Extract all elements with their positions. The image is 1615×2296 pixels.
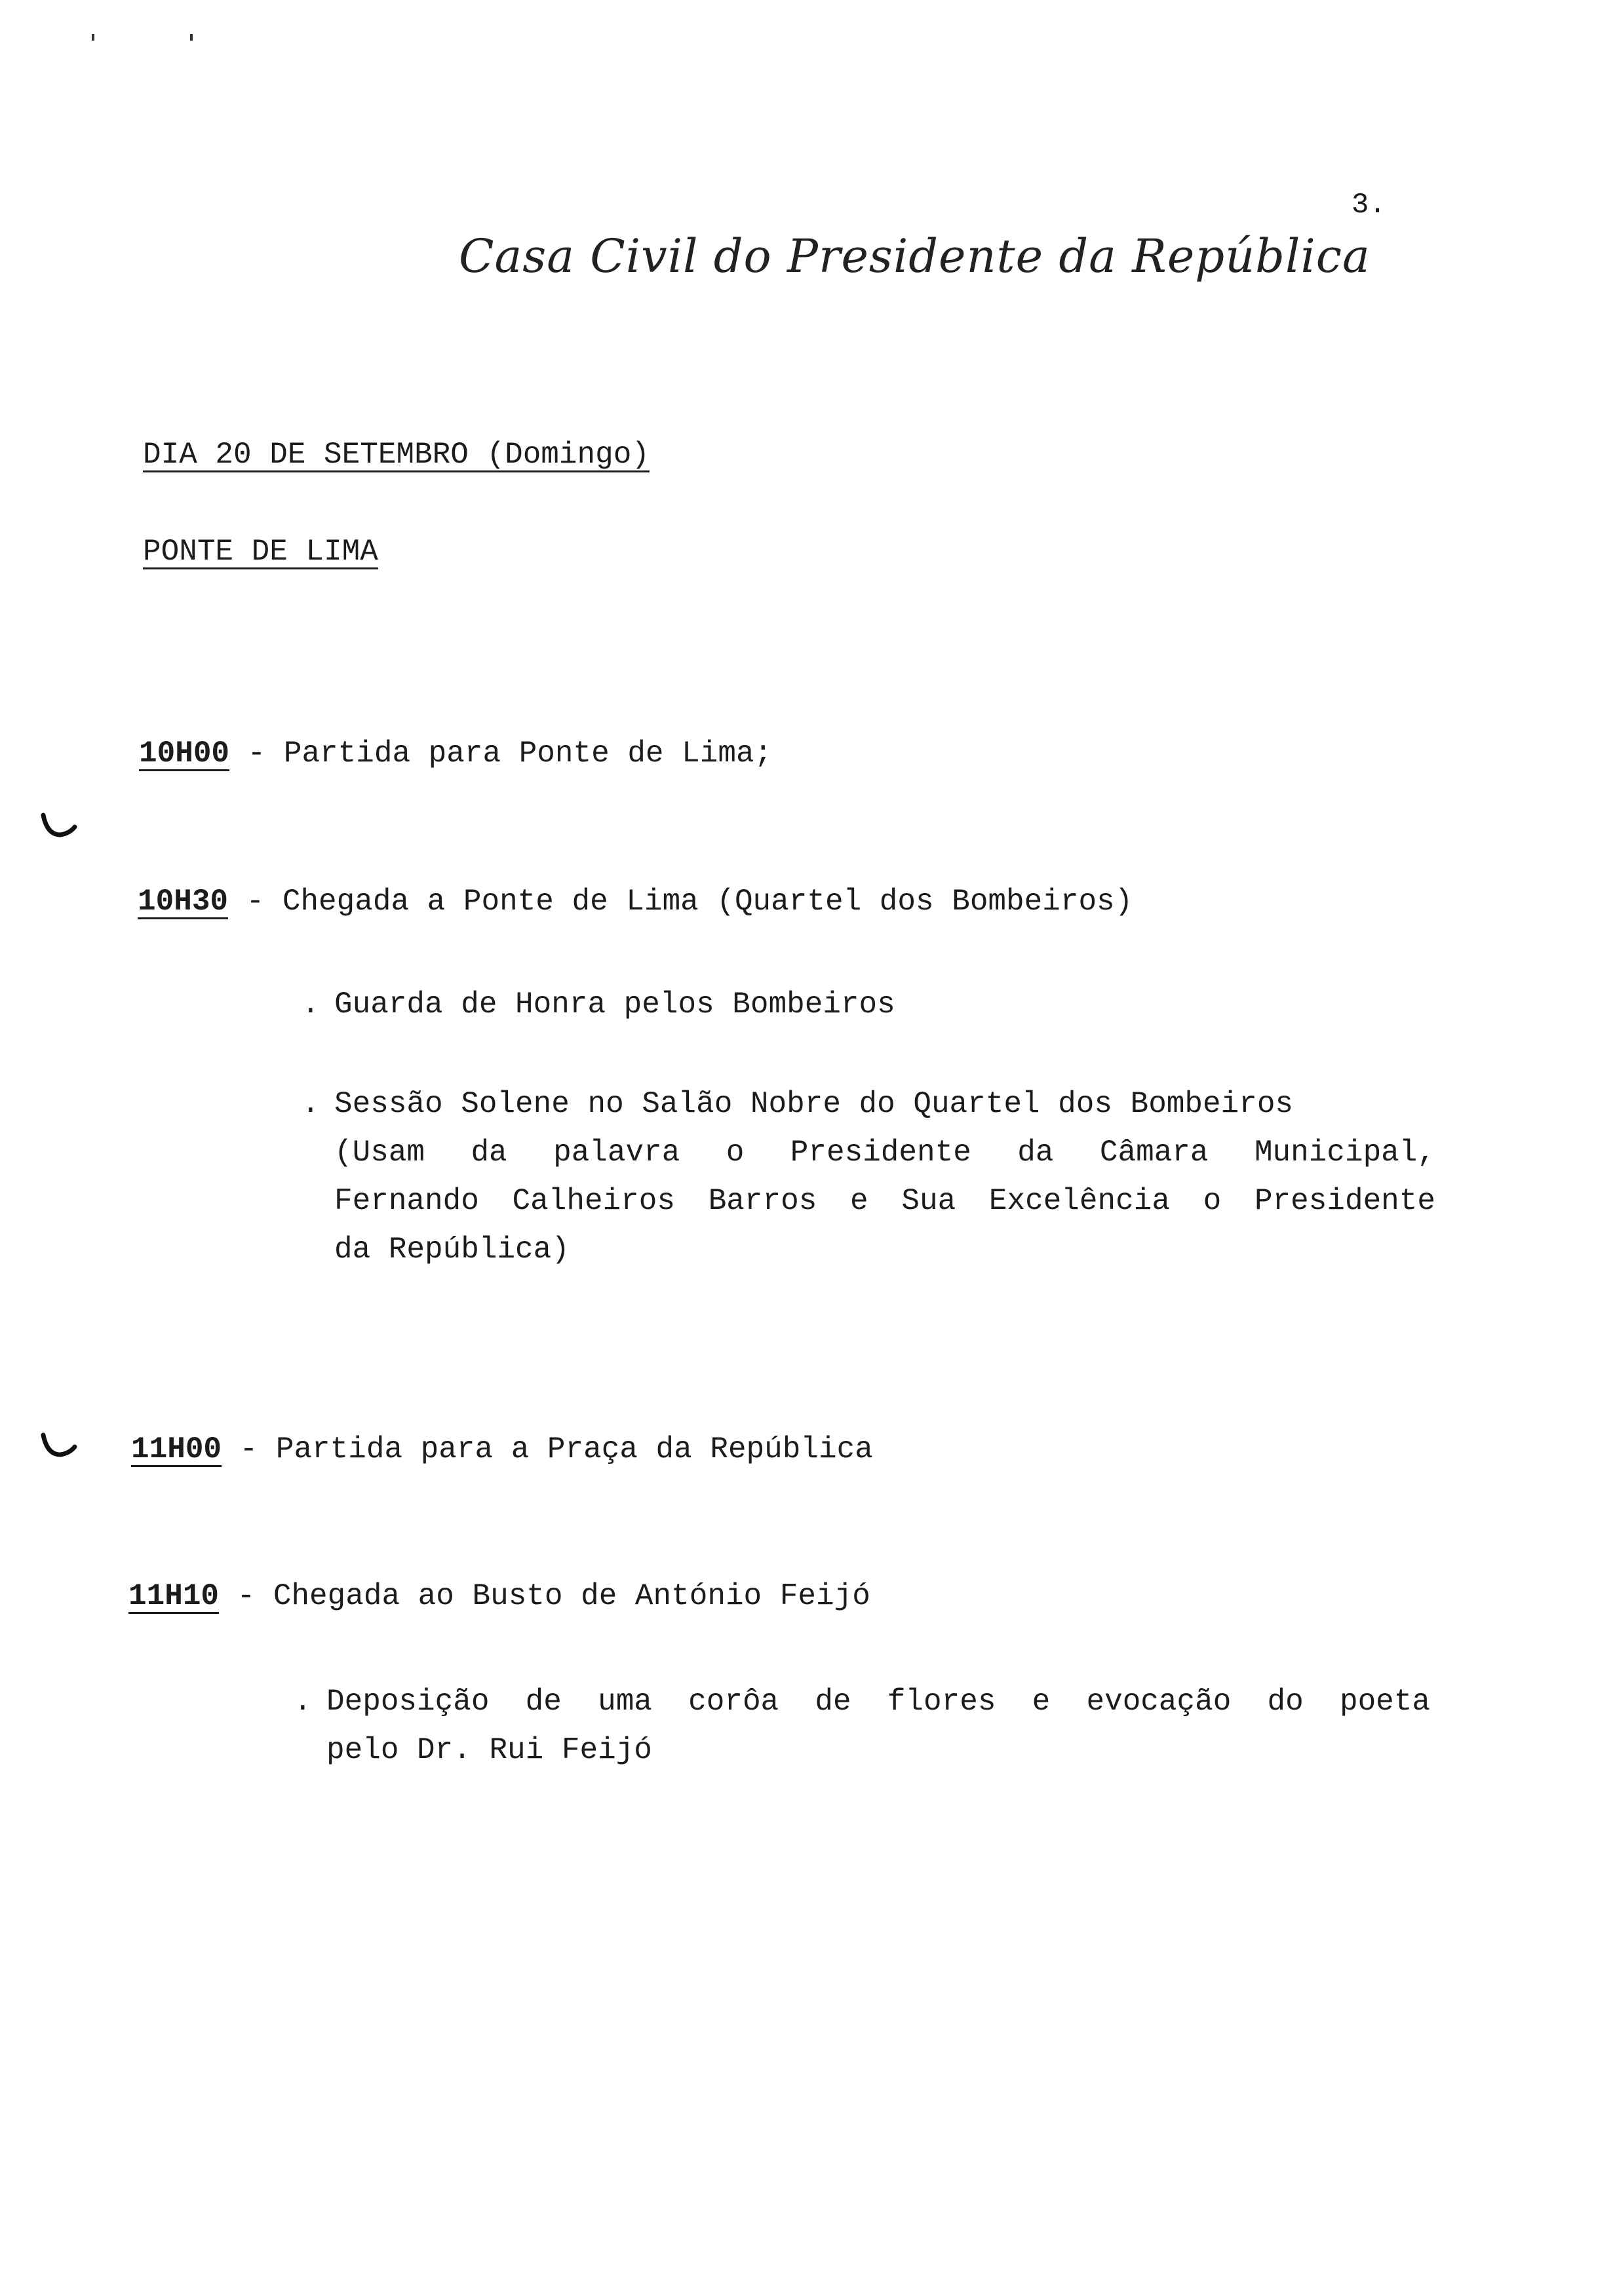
- scan-speck: [92, 34, 94, 41]
- schedule-entry: [131, 1432, 873, 1466]
- place-heading: PONTE DE LIMA: [143, 535, 378, 569]
- page-number: 3.: [1352, 189, 1386, 221]
- scan-speck: [190, 34, 193, 41]
- entry-time: 11H00: [131, 1432, 222, 1466]
- bullet-line: (Usam da palavra o Presidente da Câmara Municipal,: [334, 1136, 1435, 1170]
- entry-text: - Partida para Ponte de Lima;: [229, 737, 773, 771]
- letterhead: Casa Civil do Presidente da República: [459, 229, 1371, 283]
- bullet-item: [294, 1677, 1430, 1774]
- schedule-entry: [139, 737, 772, 771]
- bullet-dot: .: [302, 987, 320, 1022]
- bullet-line: pelo Dr. Rui Feijó: [326, 1733, 652, 1767]
- bullet-line: Deposição de uma corôa de flores e evocação do poeta: [326, 1685, 1430, 1719]
- entry-text: - Chegada ao Busto de António Feijó: [219, 1579, 870, 1613]
- check-mark-icon: [41, 813, 77, 841]
- check-mark-icon: [41, 1432, 77, 1461]
- bullet-line: Sessão Solene no Salão Nobre do Quartel dos Bombeiros: [334, 1087, 1294, 1121]
- bullet-line: Guarda de Honra pelos Bombeiros: [334, 987, 895, 1022]
- date-heading: DIA 20 DE SETEMBRO (Domingo): [143, 438, 650, 472]
- bullet-line: da República): [334, 1233, 570, 1267]
- schedule-entry: [128, 1579, 870, 1613]
- entry-text: - Chegada a Ponte de Lima (Quartel dos Bombeiros): [228, 885, 1133, 919]
- entry-text: - Partida para a Praça da República: [222, 1432, 873, 1466]
- bullet-item: [302, 1080, 1435, 1274]
- bullet-line: Fernando Calheiros Barros e Sua Excelência o Presidente: [334, 1184, 1435, 1218]
- entry-time: 10H00: [139, 737, 230, 771]
- bullet-item: [302, 980, 895, 1029]
- bullet-dot: .: [302, 1087, 320, 1121]
- entry-time: 10H30: [138, 885, 229, 919]
- entry-time: 11H10: [128, 1579, 220, 1613]
- bullet-dot: .: [294, 1685, 312, 1719]
- schedule-entry: [138, 885, 1133, 919]
